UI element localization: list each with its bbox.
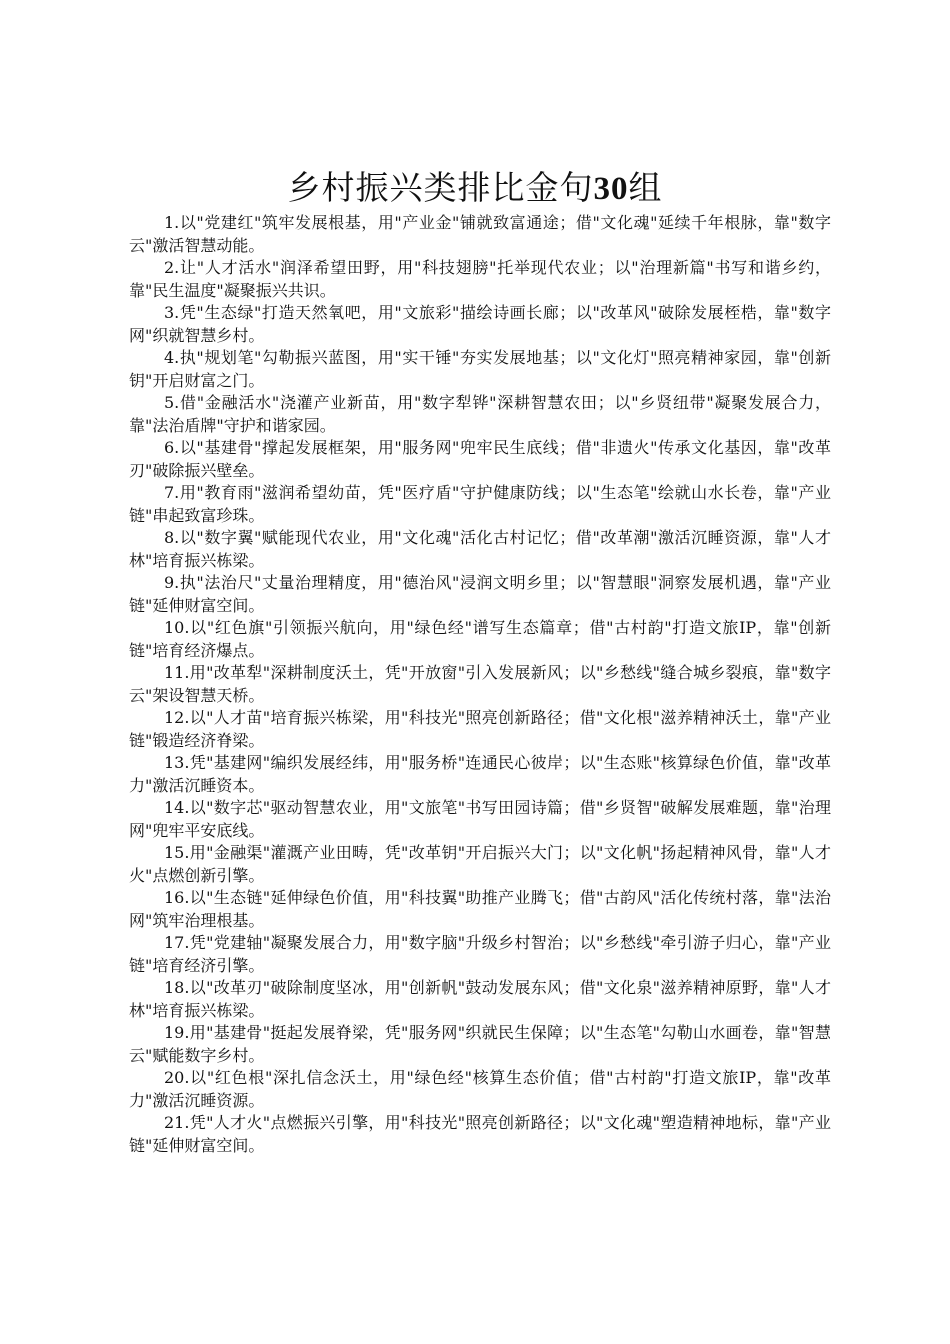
list-item: 1.以"党建红"筑牢发展根基，用"产业金"铺就致富通途；借"文化魂"延续千年根脉，靠"数字云"激活智慧动能。 — [129, 213, 831, 255]
list-item: 9.执"法治尺"丈量治理精度，用"德治风"浸润文明乡里；以"智慧眼"洞察发展机遇，靠"产业链"延伸财富空间。 — [129, 573, 831, 615]
list-item: 2.让"人才活水"润泽希望田野，用"科技翅膀"托举现代农业；以"治理新篇"书写和谐乡约，靠"民生温度"凝聚振兴共识。 — [129, 258, 831, 300]
list-item: 21.凭"人才火"点燃振兴引擎，用"科技光"照亮创新路径；以"文化魂"塑造精神地标，靠"产业链"延伸财富空间。 — [129, 1113, 831, 1155]
list-item: 12.以"人才苗"培育振兴栋梁，用"科技光"照亮创新路径；借"文化根"滋养精神沃土，靠"产业链"锻造经济脊梁。 — [129, 708, 831, 750]
list-item: 7.用"教育雨"滋润希望幼苗，凭"医疗盾"守护健康防线；以"生态笔"绘就山水长卷，靠"产业链"串起致富珍珠。 — [129, 483, 831, 525]
list-item: 3.凭"生态绿"打造天然氧吧，用"文旅彩"描绘诗画长廊；以"改革风"破除发展桎梏，靠"数字网"织就智慧乡村。 — [129, 303, 831, 345]
list-item: 18.以"改革刃"破除制度坚冰，用"创新帆"鼓动发展东风；借"文化泉"滋养精神原野，靠"人才林"培育振兴栋梁。 — [129, 978, 831, 1020]
slogan-list — [129, 212, 831, 1157]
title-number: 30 — [593, 171, 629, 207]
list-item: 10.以"红色旗"引领振兴航向，用"绿色经"谱写生态篇章；借"古村韵"打造文旅IP，靠"创新链"培育经济爆点。 — [129, 618, 831, 660]
list-item: 6.以"基建骨"撑起发展框架，用"服务网"兜牢民生底线；借"非遗火"传承文化基因，靠"改革刃"破除振兴壁垒。 — [129, 438, 831, 480]
list-item: 19.用"基建骨"挺起发展脊梁，凭"服务网"织就民生保障；以"生态笔"勾勒山水画卷，靠"智慧云"赋能数字乡村。 — [129, 1023, 831, 1065]
list-item: 11.用"改革犁"深耕制度沃土，凭"开放窗"引入发展新风；以"乡愁线"缝合城乡裂痕，靠"数字云"架设智慧天桥。 — [129, 663, 831, 705]
list-item: 8.以"数字翼"赋能现代农业，用"文化魂"活化古村记忆；借"改革潮"激活沉睡资源，靠"人才林"培育振兴栋梁。 — [129, 528, 831, 570]
list-item: 20.以"红色根"深扎信念沃土，用"绿色经"核算生态价值；借"古村韵"打造文旅IP，靠"改革力"激活沉睡资源。 — [129, 1068, 831, 1110]
list-item: 14.以"数字芯"驱动智慧农业，用"文旅笔"书写田园诗篇；借"乡贤智"破解发展难题，靠"治理网"兜牢平安底线。 — [129, 798, 831, 840]
title-suffix: 组 — [628, 168, 663, 207]
list-item: 15.用"金融渠"灌溉产业田畴，凭"改革钥"开启振兴大门；以"文化帆"扬起精神风骨，靠"人才火"点燃创新引擎。 — [129, 843, 831, 885]
list-item: 17.凭"党建轴"凝聚发展合力，用"数字脑"升级乡村智治；以"乡愁线"牵引游子归心，靠"产业链"培育经济引擎。 — [129, 933, 831, 975]
list-item: 4.执"规划笔"勾勒振兴蓝图，用"实干锤"夯实发展地基；以"文化灯"照亮精神家园，靠"创新钥"开启财富之门。 — [129, 348, 831, 390]
list-item: 5.借"金融活水"浇灌产业新苗，用"数字犁铧"深耕智慧农田；以"乡贤纽带"凝聚发展合力，靠"法治盾牌"守护和谐家园。 — [129, 393, 831, 435]
list-item: 16.以"生态链"延伸绿色价值，用"科技翼"助推产业腾飞；借"古韵风"活化传统村落，靠"法治网"筑牢治理根基。 — [129, 888, 831, 930]
title-text: 乡村振兴类排比金句 — [287, 168, 594, 207]
page-title — [0, 164, 950, 213]
list-item: 13.凭"基建网"编织发展经纬，用"服务桥"连通民心彼岸；以"生态账"核算绿色价值，靠"改革力"激活沉睡资本。 — [129, 753, 831, 795]
